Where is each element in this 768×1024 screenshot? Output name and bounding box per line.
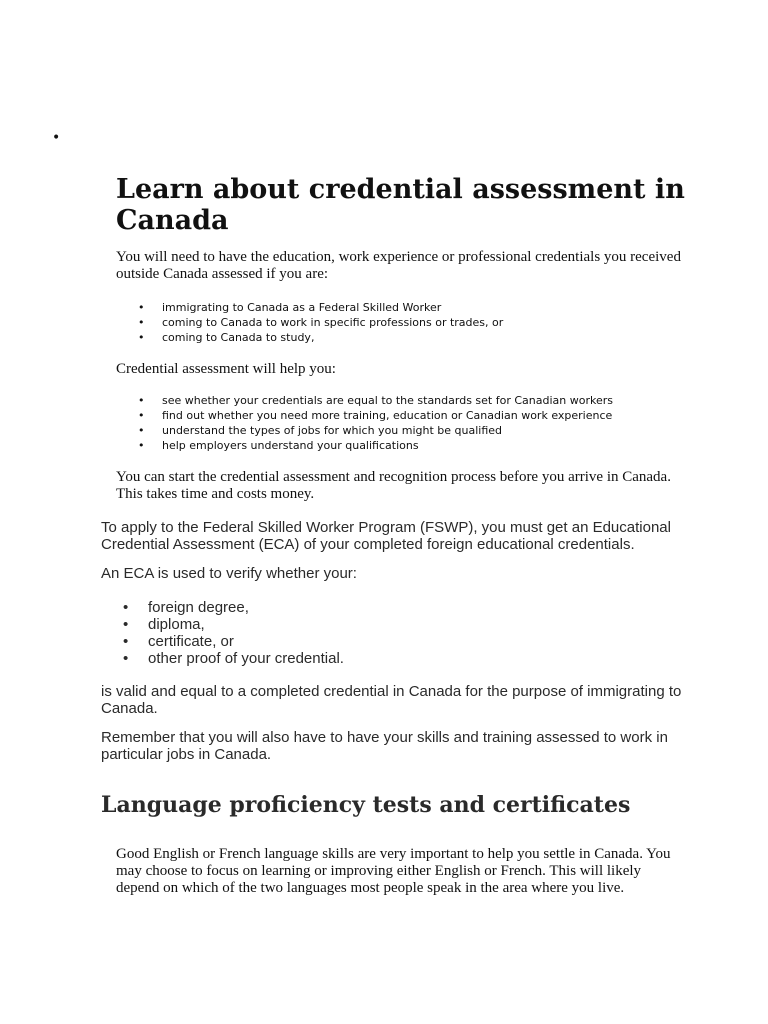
list-item <box>116 330 686 345</box>
list-item <box>116 300 686 315</box>
list-item-text: coming to Canada to study, <box>162 331 315 344</box>
list-item <box>116 393 686 408</box>
language-heading: Language proficiency tests and certificates <box>101 792 631 818</box>
remember-paragraph: Remember that you will also have to have your skills and training assessed to work in particular jobs in Canada. <box>101 729 668 763</box>
list-item <box>116 408 686 423</box>
bullet-icon: • <box>123 599 129 616</box>
bullet-icon: • <box>138 316 145 329</box>
list-item-text: diploma, <box>148 616 205 633</box>
list-item <box>116 315 686 330</box>
list-item-text: immigrating to Canada as a Federal Skilled Worker <box>162 301 442 314</box>
list-item <box>116 438 686 453</box>
page-title: Learn about credential assessment in Canada <box>116 174 685 236</box>
list-item-text: find out whether you need more training, education or Canadian work experience <box>162 409 613 422</box>
bullet-icon: • <box>138 409 145 422</box>
language-paragraph: Good English or French language skills are very important to help you settle in Canada. You may choose to focus on learning or improving either English or French. This will likely depend on which of the two languages most people speak in the area where you live. <box>116 846 671 896</box>
bullet-icon: • <box>138 301 145 314</box>
stray-bullet: • <box>52 130 61 146</box>
start-process-paragraph: You can start the credential assessment and recognition process before you arrive in Canada. This takes time and costs money. <box>116 469 671 502</box>
list-item-text: coming to Canada to work in specific professions or trades, or <box>162 316 504 329</box>
list-item <box>101 650 701 667</box>
list-item <box>101 599 701 616</box>
list-item-text: foreign degree, <box>148 599 249 616</box>
list-item <box>116 423 686 438</box>
list-item-text: see whether your credentials are equal to the standards set for Canadian workers <box>162 394 613 407</box>
list-item-text: other proof of your credential. <box>148 650 344 667</box>
list-item <box>101 633 701 650</box>
assessment-reasons-list <box>116 300 686 345</box>
bullet-icon: • <box>138 394 145 407</box>
bullet-icon: • <box>138 331 145 344</box>
intro-paragraph: You will need to have the education, work experience or professional credentials you received outside Canada assessed if you are: <box>116 249 681 282</box>
bullet-icon: • <box>138 424 145 437</box>
list-item-text: certificate, or <box>148 633 234 650</box>
eca-intro: An ECA is used to verify whether your: <box>101 565 357 582</box>
list-item-text: help employers understand your qualifications <box>162 439 419 452</box>
credential-types-list <box>101 599 701 667</box>
language-section <box>116 846 676 897</box>
eca-section <box>101 519 701 763</box>
help-intro: Credential assessment will help you: <box>116 361 336 377</box>
bullet-icon: • <box>123 650 129 667</box>
list-item <box>101 616 701 633</box>
list-item-text: understand the types of jobs for which you might be qualified <box>162 424 503 437</box>
fswp-paragraph: To apply to the Federal Skilled Worker Program (FSWP), you must get an Educational Credential Assessment (ECA) of your completed foreign educational credentials. <box>101 519 671 553</box>
bullet-icon: • <box>123 616 129 633</box>
bullet-icon: • <box>123 633 129 650</box>
assessment-benefits-list <box>116 393 686 453</box>
bullet-icon: • <box>138 439 145 452</box>
valid-paragraph: is valid and equal to a completed credential in Canada for the purpose of immigrating to Canada. <box>101 683 682 717</box>
credential-assessment-section <box>116 174 686 503</box>
